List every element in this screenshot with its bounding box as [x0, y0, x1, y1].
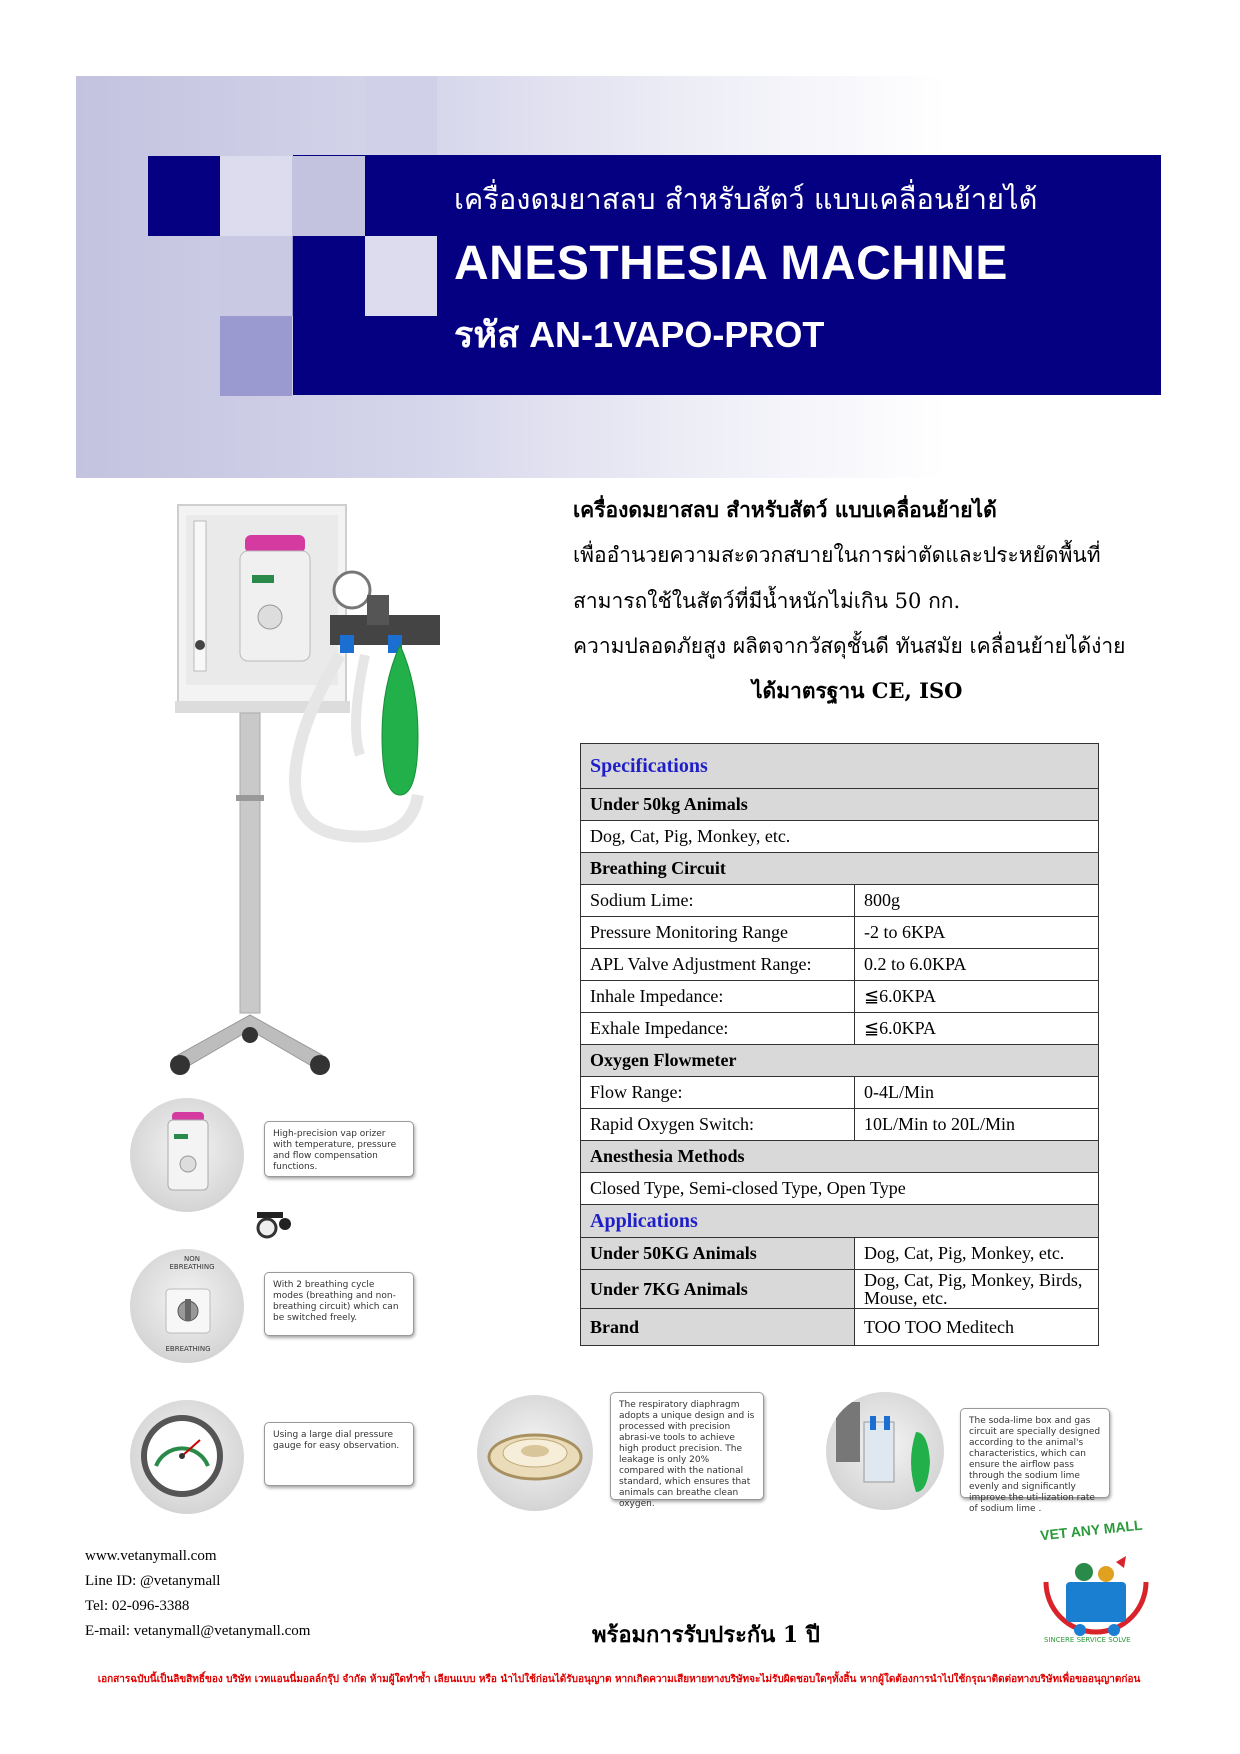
- intro-line: เพื่ออำนวยความสะดวกสบายในการผ่าตัดและประหยัดพื้นที่: [573, 543, 1101, 567]
- diaphragm-feature-caption: The respiratory diaphragm adopts a unique design and is processed with precision abrasi-ve tools to achieve high product precision. The leakage is only 20% compared with the national standard, which ensures that animals can breathe clean oxygen.: [610, 1392, 764, 1500]
- logo-wordmark: VET ANY MALL: [1039, 1516, 1144, 1544]
- table-cell-value: Dog, Cat, Pig, Monkey, etc.: [855, 1238, 1099, 1270]
- sodalime-box-icon: [826, 1392, 944, 1510]
- banner-square: [220, 316, 292, 396]
- table-cell-label: Exhale Impedance:: [581, 1013, 855, 1045]
- table-cell-label: Pressure Monitoring Range: [581, 917, 855, 949]
- table-cell-value: TOO TOO Meditech: [855, 1309, 1099, 1346]
- intro-standard: ได้มาตรฐาน CE, ISO: [752, 678, 963, 703]
- line-id: Line ID: @vetanymall: [85, 1573, 221, 1589]
- gauge-feature-caption: Using a large dial pressure gauge for easy observation.: [264, 1422, 414, 1486]
- vaporizer-feature-caption: High-precision vap orizer with temperature, pressure and flow compensation functions.: [264, 1121, 414, 1177]
- diaphragm-icon: [477, 1395, 593, 1511]
- table-row: [581, 1309, 1099, 1346]
- warranty-text: พร้อมการรับประกัน 1 ปี: [592, 1622, 820, 1648]
- logo-slogan: SINCERE SERVICE SOLVE: [1044, 1636, 1131, 1644]
- table-cell-label: Under 7KG Animals: [581, 1270, 855, 1309]
- table-row: [581, 821, 1099, 853]
- breathing-modes-caption: With 2 breathing cycle modes (breathing and non-breathing circuit) which can be switched freely.: [264, 1272, 414, 1336]
- table-row: [581, 1077, 1099, 1109]
- specifications-heading: Specifications: [581, 744, 1099, 789]
- vaporizer-closeup-image: [130, 1098, 244, 1212]
- section-header: Under 50kg Animals: [581, 789, 1099, 821]
- section-header: Oxygen Flowmeter: [581, 1045, 1099, 1077]
- table-cell-label: Brand: [581, 1309, 855, 1346]
- intro-line: ความปลอดภัยสูง ผลิตจากวัสดุชั้นดี ทันสมัย เคลื่อนย้ายได้ง่าย: [573, 634, 1126, 658]
- header-subtitle: เครื่องดมยาสลบ สำหรับสัตว์ แบบเคลื่อนย้ายได้: [454, 182, 1038, 216]
- page-title: ANESTHESIA MACHINE: [454, 237, 1008, 290]
- product-code: [454, 306, 824, 363]
- table-row: [581, 1109, 1099, 1141]
- wheel-icon: [255, 1210, 295, 1240]
- banner-square: [220, 156, 292, 236]
- table-cell-label: Under 50KG Animals: [581, 1238, 855, 1270]
- table-row: [581, 1238, 1099, 1270]
- table-cell-label: APL Valve Adjustment Range:: [581, 949, 855, 981]
- table-cell-label: Rapid Oxygen Switch:: [581, 1109, 855, 1141]
- table-row: [581, 885, 1099, 917]
- table-row: [581, 789, 1099, 821]
- banner-square: [365, 76, 437, 156]
- table-cell-value: 0-4L/Min: [855, 1077, 1099, 1109]
- table-row: [581, 1013, 1099, 1045]
- applications-heading: Applications: [581, 1205, 1099, 1238]
- section-header: Anesthesia Methods: [581, 1141, 1099, 1173]
- table-row: [581, 1173, 1099, 1205]
- sodalime-box-image: [826, 1392, 944, 1510]
- gauge-closeup-image: [130, 1400, 244, 1514]
- table-cell-value: ≦6.0KPA: [855, 981, 1099, 1013]
- breathing-switch-image: [130, 1249, 244, 1363]
- pressure-gauge-icon: [130, 1400, 244, 1514]
- table-row: [581, 981, 1099, 1013]
- table-row: [581, 917, 1099, 949]
- banner-square: [220, 236, 292, 316]
- intro-line: สามารถใช้ในสัตว์ที่มีน้ำหนักไม่เกิน 50 กก.: [573, 589, 961, 613]
- table-row: [581, 1270, 1099, 1309]
- banner-square: [292, 156, 365, 236]
- intro-heading: เครื่องดมยาสลบ สำหรับสัตว์ แบบเคลื่อนย้ายได้: [573, 497, 997, 522]
- section-header: Breathing Circuit: [581, 853, 1099, 885]
- product-code-value: AN-1VAPO-PROT: [529, 314, 825, 355]
- table-cell-value: -2 to 6KPA: [855, 917, 1099, 949]
- diaphragm-image: [477, 1395, 593, 1511]
- switch-label-bottom: EBREATHING: [165, 1345, 211, 1353]
- table-row: [581, 744, 1099, 789]
- website-link[interactable]: www.vetanymall.com: [85, 1548, 217, 1564]
- switch-label-top: NON EBREATHING: [169, 1255, 215, 1271]
- product-photo: [160, 495, 560, 1095]
- table-row: [581, 949, 1099, 981]
- spec-table: [580, 743, 1099, 1346]
- table-row: [581, 1205, 1099, 1238]
- sodalime-feature-caption: The soda-lime box and gas circuit are specially designed according to the animal's characteristics, which can ensure the airflow pass through the sodium lime evenly and significantly improve the uti-lization rate of sodium lime .: [960, 1408, 1110, 1498]
- table-cell-value: 800g: [855, 885, 1099, 917]
- table-cell-value: 10L/Min to 20L/Min: [855, 1109, 1099, 1141]
- table-cell-label: Sodium Lime:: [581, 885, 855, 917]
- table-cell: Closed Type, Semi-closed Type, Open Type: [581, 1173, 1099, 1205]
- banner-square: [365, 236, 437, 316]
- banner-square: [148, 156, 220, 236]
- product-code-prefix: รหัส: [454, 314, 520, 356]
- table-cell-label: Flow Range:: [581, 1077, 855, 1109]
- email-link[interactable]: E-mail: vetanymall@vetanymall.com: [85, 1623, 311, 1639]
- table-cell-value: ≦6.0KPA: [855, 1013, 1099, 1045]
- table-row: [581, 853, 1099, 885]
- table-cell-value: Dog, Cat, Pig, Monkey, Birds, Mouse, etc.: [855, 1270, 1099, 1309]
- table-cell-label: Inhale Impedance:: [581, 981, 855, 1013]
- table-row: [581, 1141, 1099, 1173]
- copyright-disclaimer: เอกสารฉบับนี้เป็นลิขสิทธิ์ของ บริษัท เวทแอนนี่มอลล์กรุ๊ป จำกัด ห้ามผู้ใดทำซ้ำ เลียนแบบ หรือ นำไปใช้ก่อนได้รับอนุญาต หากเกิดความเสียหายทางบริษัทจะไม่รับผิดชอบใดๆทั้งสิ้น หากผู้ใดต้องการนำไปใช้กรุณาติดต่อทางบริษัทเพื่อขออนุญาตก่อน: [97, 1674, 1141, 1685]
- telephone: Tel: 02-096-3388: [85, 1598, 190, 1614]
- table-cell-value: 0.2 to 6.0KPA: [855, 949, 1099, 981]
- table-row: [581, 1045, 1099, 1077]
- table-cell: Dog, Cat, Pig, Monkey, etc.: [581, 821, 1099, 853]
- vaporizer-icon: [130, 1098, 244, 1212]
